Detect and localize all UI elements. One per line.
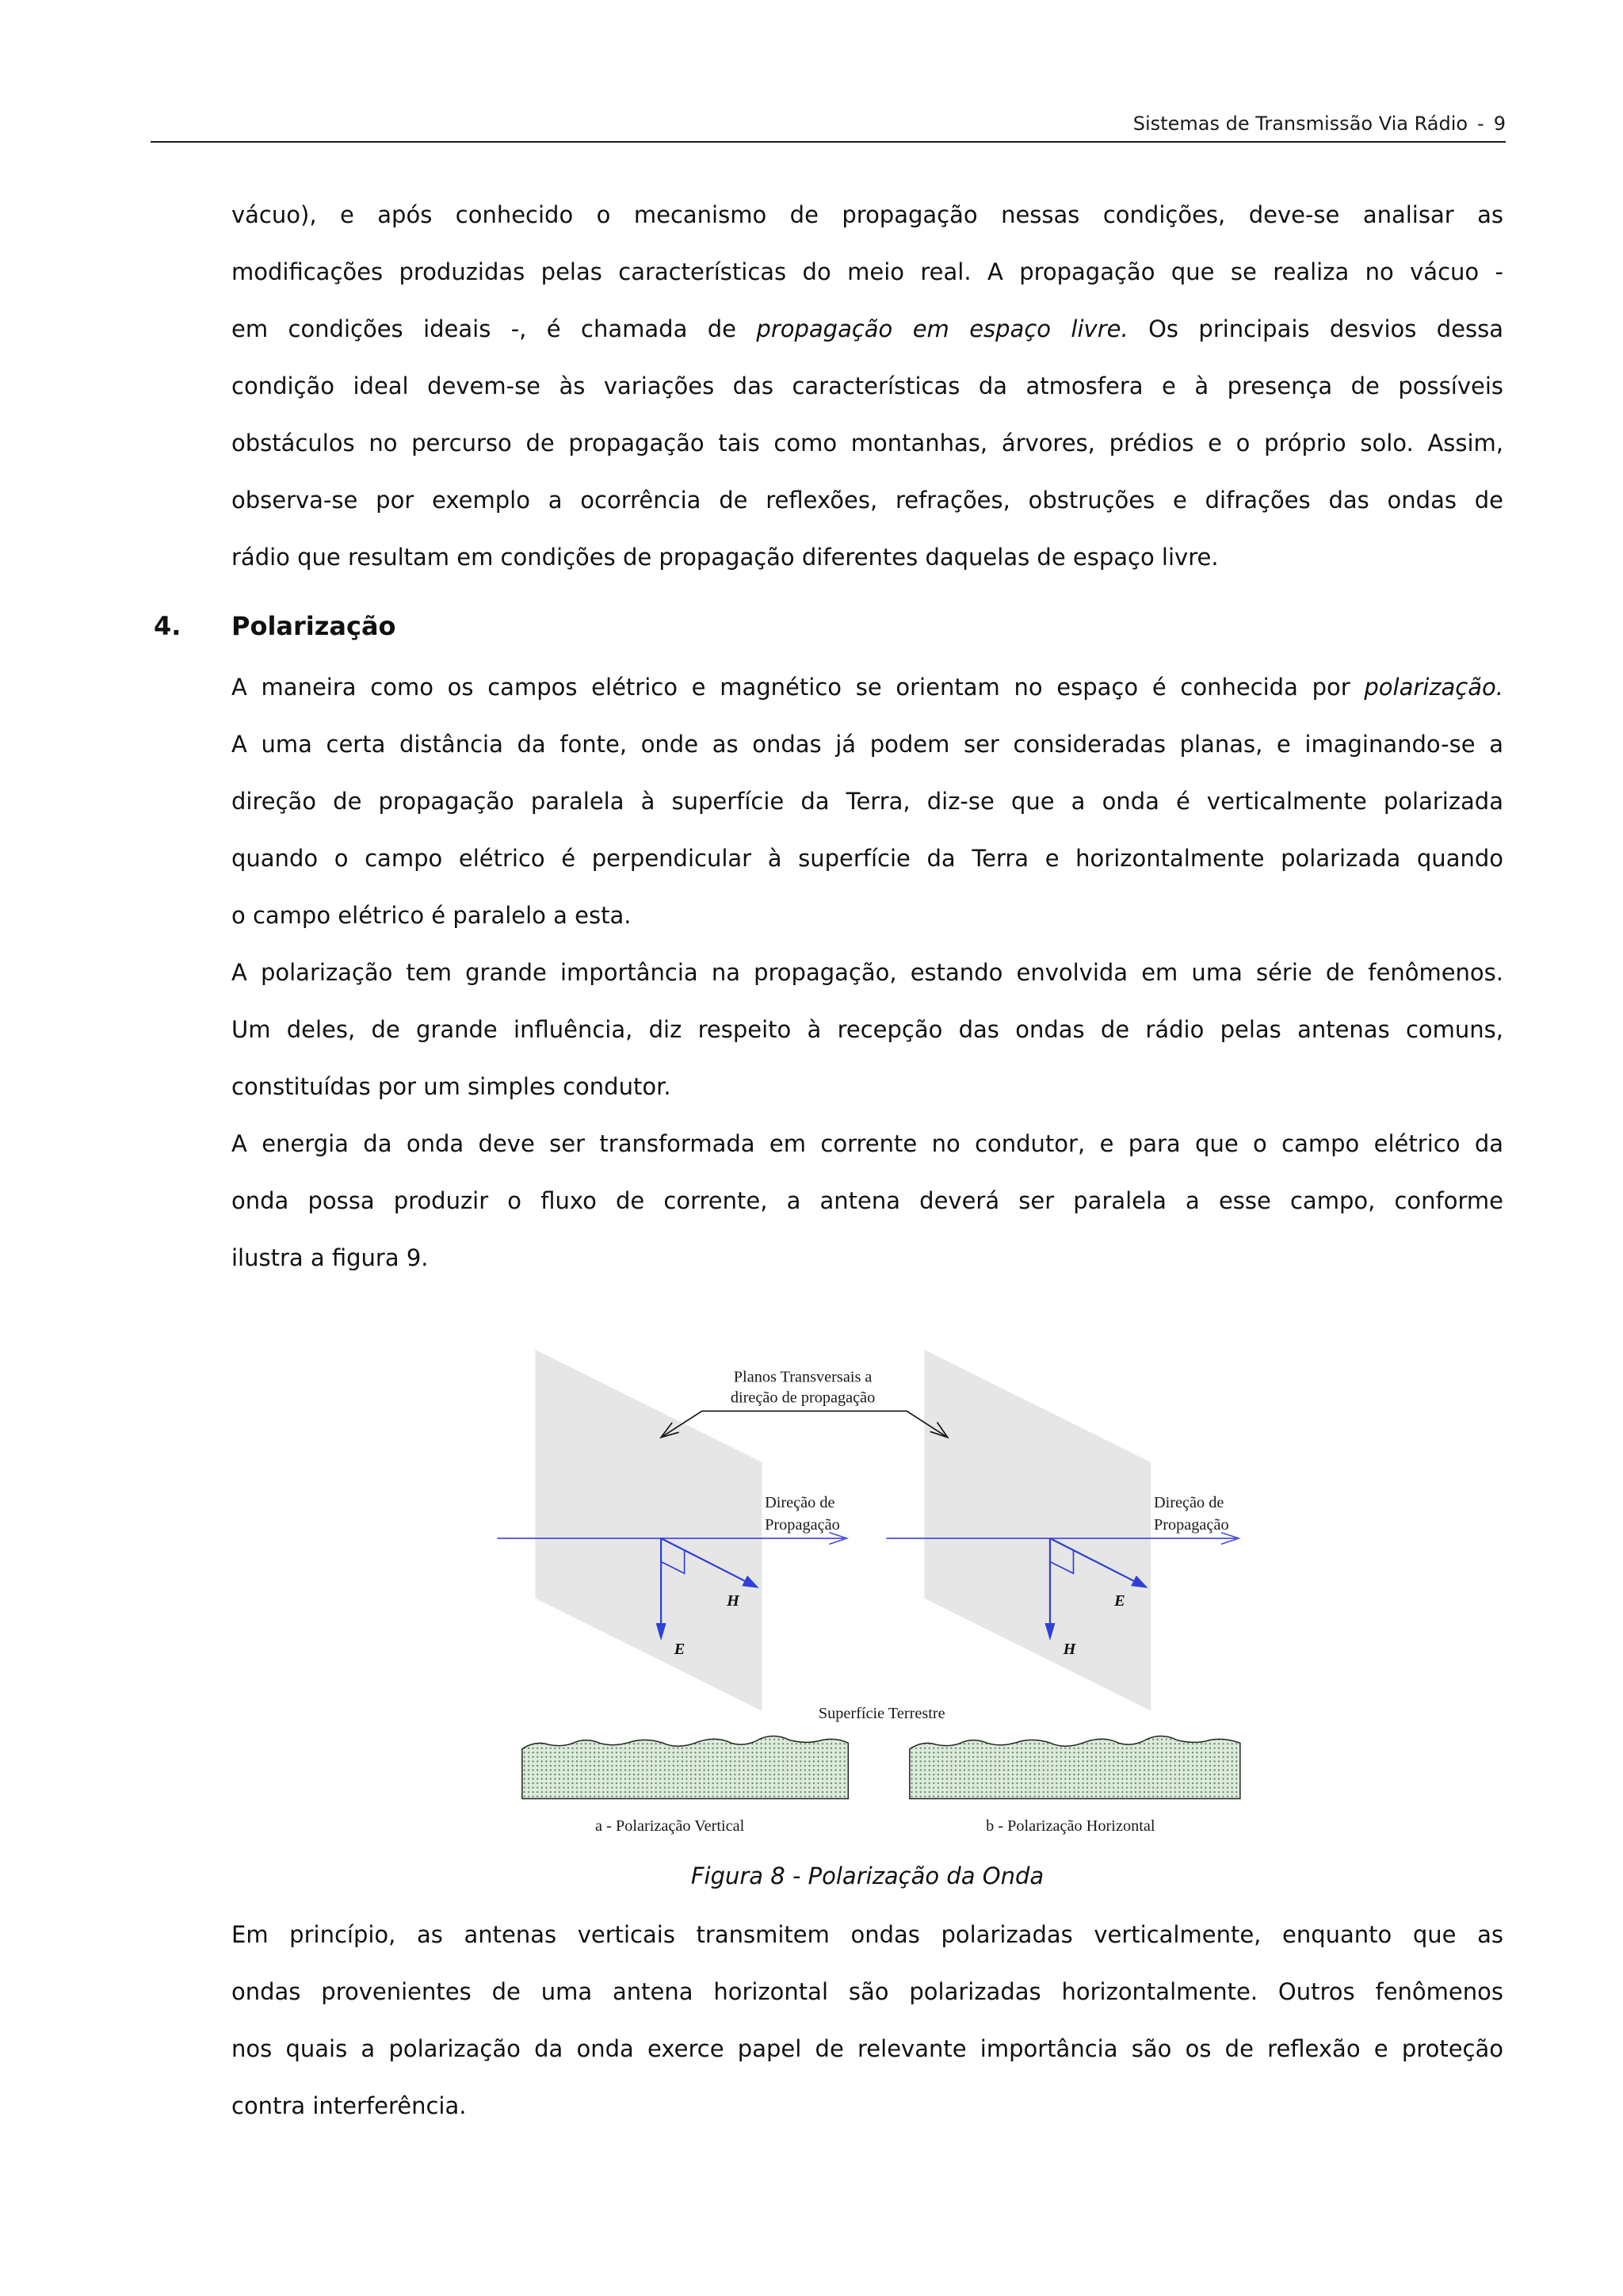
transverse-plane-right [924, 1350, 1151, 1711]
closing-paragraph [231, 1906, 1503, 2134]
section-title: Polarização [231, 611, 396, 641]
planes-pointer-line [661, 1411, 948, 1437]
text-segment: Os principais desvios dessa [1128, 315, 1503, 342]
text-line: Em princípio, as antenas verticais transmitem ondas polarizadas verticalmente, enquanto que as [231, 1921, 1503, 1948]
ground-strip-left [522, 1736, 848, 1799]
text-line: quando o campo elétrico é perpendicular à superfície da Terra e horizontalmente polarizada quando [231, 845, 1503, 872]
transverse-plane-left [535, 1350, 762, 1711]
text-line: observa-se por exemplo a ocorrência de reflexões, refrações, obstruções e difrações das ondas de [231, 487, 1503, 514]
text-line: contra interferência. [231, 2092, 467, 2119]
text-line: direção de propagação paralela à superfície da Terra, diz-se que a onda é verticalmente polarizada [231, 788, 1503, 815]
vector-label-right-vertical: H [1063, 1640, 1076, 1658]
text-line: A energia da onda deve ser transformada em corrente no condutor, e para que o campo elétrico da [231, 1130, 1503, 1157]
text-line: vácuo), e após conhecido o mecanismo de propagação nessas condições, deve-se analisar as [231, 201, 1503, 228]
vector-label-left-vertical: E [674, 1640, 685, 1658]
text-line: ondas provenientes de uma antena horizontal são polarizadas horizontalmente. Outros fenômenos [231, 1978, 1503, 2005]
panel-caption-right: b - Polarização Horizontal [986, 1817, 1155, 1836]
vector-label-right-diagonal: E [1114, 1591, 1125, 1610]
panel-caption-left: a - Polarização Vertical [595, 1817, 745, 1836]
text-line: constituídas por um simples condutor. [231, 1073, 671, 1100]
planes-label-line2: direção de propagação [730, 1389, 876, 1407]
direction-label-left-line2: Propagação [765, 1515, 840, 1534]
section-number: 4. [154, 611, 181, 641]
text-line: condição ideal devem-se às variações das características da atmosfera e à presença de possíveis [231, 372, 1503, 399]
text-line: A uma certa distância da fonte, onde as ondas já podem ser consideradas planas, e imaginando-se a [231, 731, 1503, 758]
direction-label-right-line1: Direção de [1153, 1494, 1224, 1512]
text-line: o campo elétrico é paralelo a esta. [231, 902, 632, 929]
header-title: Sistemas de Transmissão Via Rádio [1132, 113, 1468, 135]
text-line: onda possa produzir o fluxo de corrente, a antena deverá ser paralela a esse campo, conforme [231, 1187, 1503, 1214]
running-header [1133, 111, 1506, 136]
text-line [231, 300, 1503, 357]
direction-label-right-line2: Propagação [1153, 1515, 1229, 1534]
section-heading [0, 598, 1623, 655]
text-line: A polarização tem grande importância na propagação, estando envolvida em uma série de fenômenos. [231, 959, 1503, 986]
text-segment: A maneira como os campos elétrico e magnético se orientam no espaço é conhecida por [231, 674, 1365, 701]
polarization-figure [483, 1338, 1258, 1843]
text-line: nos quais a polarização da onda exerce papel de relevante importância são os de reflexão e proteção [231, 2035, 1503, 2062]
ground-strip-right [910, 1736, 1240, 1799]
paragraph [231, 944, 1503, 1115]
emphasized-term: propagação em espaço livre. [756, 315, 1128, 342]
paragraph [231, 659, 1503, 944]
text-line: obstáculos no percurso de propagação tais como montanhas, árvores, prédios e o próprio solo. Assim, [231, 430, 1503, 457]
text-line [231, 659, 1503, 716]
direction-label-left-line1: Direção de [765, 1494, 835, 1512]
page-number: 9 [1493, 113, 1506, 135]
planes-label-line1: Planos Transversais a [733, 1368, 873, 1386]
text-line: rádio que resultam em condições de propagação diferentes daquelas de espaço livre. [231, 544, 1219, 571]
section-body [231, 659, 1503, 1286]
intro-paragraph [231, 186, 1503, 586]
text-line: Um deles, de grande influência, diz respeito à recepção das ondas de rádio pelas antenas comuns, [231, 1016, 1503, 1043]
text-segment: em condições ideais -, é chamada de [231, 315, 757, 342]
vector-label-left-diagonal: H [727, 1591, 739, 1610]
surface-label: Superfície Terrestre [818, 1704, 945, 1722]
figure-caption: Figura 8 - Polarização da Onda [690, 1862, 1044, 1889]
text-line: ilustra a figura 9. [231, 1244, 429, 1271]
header-separator: - [1477, 113, 1484, 135]
header-rule [151, 141, 1506, 143]
paragraph [231, 1115, 1503, 1286]
text-line: modificações produzidas pelas características do meio real. A propagação que se realiza no vácuo - [231, 258, 1503, 285]
emphasized-term: polarização. [1364, 674, 1503, 701]
